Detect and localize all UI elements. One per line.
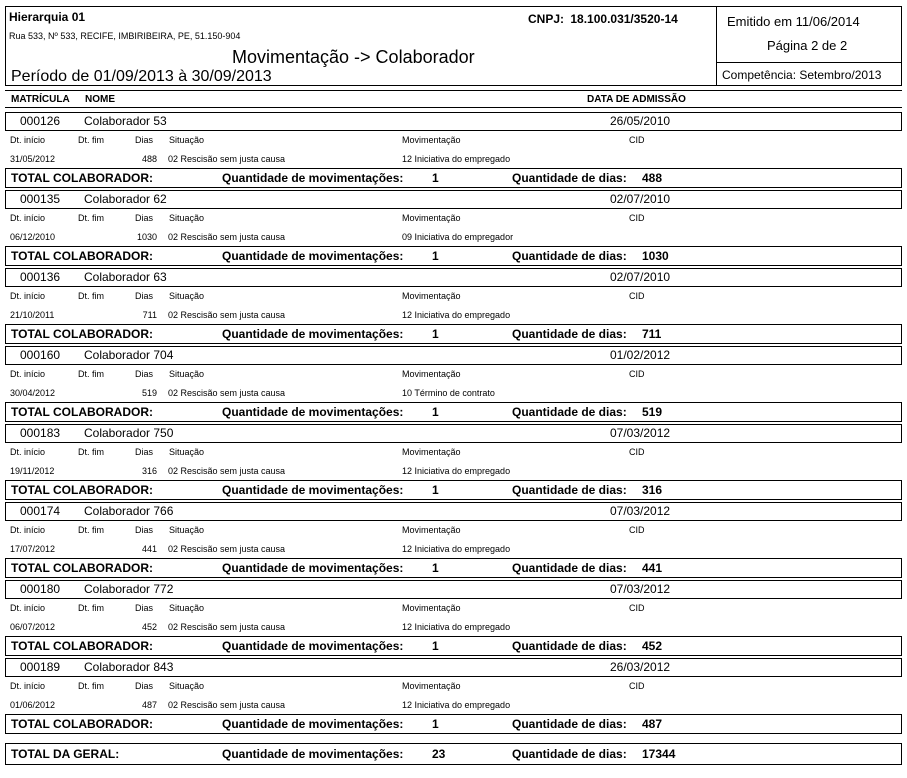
label-situacao: Situação [169,213,205,223]
grand-total-mov-label: Quantidade de movimentações: [222,747,404,761]
total-dias-value: 519 [642,405,663,419]
employee-nome: Colaborador 772 [84,582,174,596]
label-dt-fim: Dt. fim [78,603,104,613]
total-mov-value: 1 [432,249,439,263]
employee-admissao: 07/03/2012 [610,582,671,596]
label-dias: Dias [135,681,154,691]
mov-dt-inicio: 17/07/2012 [10,544,56,554]
page-number: Página 2 de 2 [767,38,848,53]
employee-admissao: 01/02/2012 [610,348,671,362]
mov-movimentacao: 12 Iniciativa do empregado [402,310,511,320]
total-dias-label: Quantidade de dias: [512,483,627,497]
total-dias-label: Quantidade de dias: [512,717,627,731]
grand-total-label: TOTAL DA GERAL: [11,747,120,761]
employee-nome: Colaborador 62 [84,192,167,206]
total-mov-label: Quantidade de movimentações: [222,405,404,419]
mov-dias: 519 [141,388,157,398]
total-colaborador-label: TOTAL COLABORADOR: [11,405,153,419]
total-mov-value: 1 [432,483,439,497]
label-movimentacao: Movimentação [402,213,461,223]
total-mov-value: 1 [432,639,439,653]
employee-matricula: 000136 [20,270,61,284]
grand-total-dias-label: Quantidade de dias: [512,747,627,761]
mov-dias: 487 [141,700,157,710]
mov-situacao: 02 Rescisão sem justa causa [168,154,286,164]
mov-situacao: 02 Rescisão sem justa causa [168,310,286,320]
label-dias: Dias [135,447,154,457]
employee-nome: Colaborador 766 [84,504,174,518]
mov-situacao: 02 Rescisão sem justa causa [168,466,286,476]
total-mov-value: 1 [432,561,439,575]
mov-dt-inicio: 31/05/2012 [10,154,56,164]
employee-matricula: 000135 [20,192,61,206]
employee-matricula: 000189 [20,660,61,674]
label-cid: CID [629,213,645,223]
grand-total-dias-value: 17344 [642,747,676,761]
label-dt-inicio: Dt. início [10,135,46,145]
mov-dias: 441 [141,544,157,554]
label-movimentacao: Movimentação [402,369,461,379]
cnpj-value: 18.100.031/3520-14 [570,12,678,26]
mov-situacao: 02 Rescisão sem justa causa [168,388,286,398]
company-name: Hierarquia 01 [9,10,86,24]
grand-total [5,743,902,765]
label-dt-inicio: Dt. início [10,525,46,535]
total-mov-value: 1 [432,405,439,419]
total-mov-label: Quantidade de movimentações: [222,249,404,263]
total-dias-label: Quantidade de dias: [512,405,627,419]
label-movimentacao: Movimentação [402,291,461,301]
label-dt-inicio: Dt. início [10,447,46,457]
employee-block [5,346,902,424]
report-title: Movimentação -> Colaborador [232,47,475,67]
total-dias-value: 452 [642,639,663,653]
total-mov-value: 1 [432,327,439,341]
employee-admissao: 07/03/2012 [610,504,671,518]
mov-situacao: 02 Rescisão sem justa causa [168,544,286,554]
total-mov-label: Quantidade de movimentações: [222,561,404,575]
mov-dias: 711 [142,310,157,320]
label-dt-fim: Dt. fim [78,681,104,691]
label-dt-fim: Dt. fim [78,135,104,145]
total-mov-label: Quantidade de movimentações: [222,171,404,185]
total-dias-label: Quantidade de dias: [512,639,627,653]
label-cid: CID [629,447,645,457]
mov-dt-inicio: 06/12/2010 [10,232,56,242]
employee-block [5,190,902,268]
employee-block [5,580,902,658]
label-dt-fim: Dt. fim [78,447,104,457]
total-colaborador-label: TOTAL COLABORADOR: [11,561,153,575]
label-dias: Dias [135,291,154,301]
column-admissao: DATA DE ADMISSÃO [587,94,686,105]
total-dias-label: Quantidade de dias: [512,327,627,341]
mov-movimentacao: 09 Iniciativa do empregador [402,232,514,242]
label-dias: Dias [135,213,154,223]
employee-block [5,424,902,502]
mov-dias: 452 [141,622,157,632]
label-cid: CID [629,135,645,145]
grand-total-mov-value: 23 [432,747,446,761]
mov-dias: 316 [141,466,157,476]
column-header [5,90,902,108]
company-address: Rua 533, Nº 533, RECIFE, IMBIRIBEIRA, PE, 51.150-904 [9,31,241,41]
label-dias: Dias [135,525,154,535]
label-dias: Dias [135,369,154,379]
column-nome: NOME [85,94,115,105]
cnpj [528,12,678,26]
label-dt-fim: Dt. fim [78,369,104,379]
label-dt-fim: Dt. fim [78,525,104,535]
total-dias-value: 711 [642,327,662,341]
label-cid: CID [629,291,645,301]
label-cid: CID [629,369,645,379]
label-cid: CID [629,603,645,613]
label-situacao: Situação [169,525,205,535]
label-movimentacao: Movimentação [402,525,461,535]
label-dt-fim: Dt. fim [78,213,104,223]
employee-matricula: 000160 [20,348,61,362]
total-mov-label: Quantidade de movimentações: [222,717,404,731]
label-movimentacao: Movimentação [402,681,461,691]
mov-movimentacao: 10 Término de contrato [402,388,495,398]
label-dt-inicio: Dt. início [10,291,46,301]
label-dt-inicio: Dt. início [10,603,46,613]
report-period: Período de 01/09/2013 à 30/09/2013 [11,68,272,85]
employee-admissao: 02/07/2010 [610,270,671,284]
mov-dias: 1030 [136,232,157,242]
employee-matricula: 000126 [20,114,61,128]
employee-admissao: 07/03/2012 [610,426,671,440]
total-mov-value: 1 [432,717,439,731]
column-matricula: MATRÍCULA [11,94,70,105]
mov-movimentacao: 12 Iniciativa do empregado [402,622,511,632]
label-dias: Dias [135,135,154,145]
total-mov-label: Quantidade de movimentações: [222,639,404,653]
competence: Competência: Setembro/2013 [722,68,882,82]
employee-matricula: 000183 [20,426,61,440]
employee-nome: Colaborador 750 [84,426,174,440]
mov-situacao: 02 Rescisão sem justa causa [168,700,286,710]
mov-dt-inicio: 30/04/2012 [10,388,56,398]
employee-list [5,112,902,736]
label-dt-fim: Dt. fim [78,291,104,301]
employee-nome: Colaborador 53 [84,114,167,128]
employee-nome: Colaborador 704 [84,348,174,362]
employee-admissao: 26/05/2010 [610,114,671,128]
label-dt-inicio: Dt. início [10,369,46,379]
total-dias-label: Quantidade de dias: [512,171,627,185]
employee-nome: Colaborador 63 [84,270,167,284]
label-movimentacao: Movimentação [402,603,461,613]
employee-block [5,658,902,736]
label-situacao: Situação [169,135,205,145]
mov-dt-inicio: 06/07/2012 [10,622,56,632]
mov-movimentacao: 12 Iniciativa do empregado [402,700,511,710]
mov-situacao: 02 Rescisão sem justa causa [168,622,286,632]
cnpj-label: CNPJ: [528,12,565,26]
employee-block [5,268,902,346]
label-situacao: Situação [169,603,205,613]
label-situacao: Situação [169,681,205,691]
total-colaborador-label: TOTAL COLABORADOR: [11,249,153,263]
employee-nome: Colaborador 843 [84,660,174,674]
label-dt-inicio: Dt. início [10,213,46,223]
label-situacao: Situação [169,447,205,457]
total-dias-label: Quantidade de dias: [512,249,627,263]
mov-movimentacao: 12 Iniciativa do empregado [402,154,511,164]
employee-matricula: 000174 [20,504,61,518]
label-cid: CID [629,681,645,691]
mov-dt-inicio: 21/10/2011 [10,310,55,320]
total-colaborador-label: TOTAL COLABORADOR: [11,327,153,341]
label-movimentacao: Movimentação [402,135,461,145]
employee-block [5,112,902,190]
total-dias-value: 441 [642,561,663,575]
total-colaborador-label: TOTAL COLABORADOR: [11,717,153,731]
employee-admissao: 26/03/2012 [610,660,671,674]
total-colaborador-label: TOTAL COLABORADOR: [11,639,153,653]
mov-movimentacao: 12 Iniciativa do empregado [402,544,511,554]
mov-dt-inicio: 19/11/2012 [10,466,55,476]
label-dias: Dias [135,603,154,613]
mov-movimentacao: 12 Iniciativa do empregado [402,466,511,476]
employee-admissao: 02/07/2010 [610,192,671,206]
total-dias-value: 1030 [642,249,669,263]
label-situacao: Situação [169,369,205,379]
total-mov-label: Quantidade de movimentações: [222,327,404,341]
mov-dias: 488 [141,154,157,164]
mov-dt-inicio: 01/06/2012 [10,700,56,710]
total-mov-value: 1 [432,171,439,185]
label-cid: CID [629,525,645,535]
emission-date: Emitido em 11/06/2014 [727,14,860,29]
total-dias-value: 488 [642,171,663,185]
emission-divider [716,62,902,63]
mov-situacao: 02 Rescisão sem justa causa [168,232,286,242]
total-mov-label: Quantidade de movimentações: [222,483,404,497]
label-dt-inicio: Dt. início [10,681,46,691]
label-situacao: Situação [169,291,205,301]
employee-block [5,502,902,580]
label-movimentacao: Movimentação [402,447,461,457]
total-colaborador-label: TOTAL COLABORADOR: [11,171,153,185]
total-dias-label: Quantidade de dias: [512,561,627,575]
total-dias-value: 316 [642,483,663,497]
total-dias-value: 487 [642,717,663,731]
total-colaborador-label: TOTAL COLABORADOR: [11,483,153,497]
employee-matricula: 000180 [20,582,61,596]
